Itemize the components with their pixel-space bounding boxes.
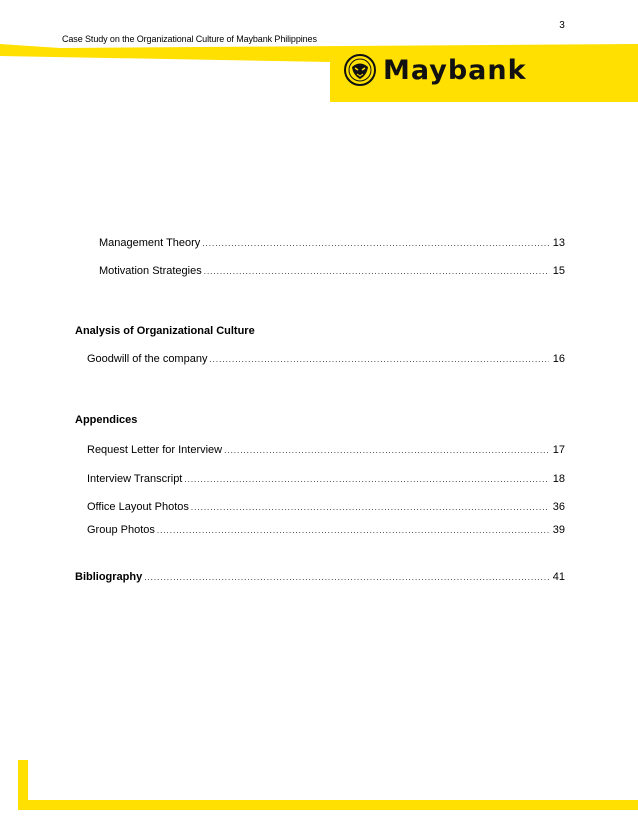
footer-yellow-bar-horizontal <box>18 800 638 810</box>
toc-entry-page: 36 <box>552 501 565 513</box>
toc-entry-page: 18 <box>552 473 565 485</box>
toc-entry-label: Bibliography <box>75 571 143 583</box>
dot-leader <box>202 237 548 251</box>
toc-entry-request-letter[interactable] <box>87 443 565 458</box>
toc-entry-group-photos[interactable] <box>87 523 565 538</box>
header-yellow-band <box>0 0 638 110</box>
toc-entry-label: Request Letter for Interview <box>87 444 223 456</box>
section-heading-appendices: Appendices <box>75 414 138 426</box>
dot-leader <box>144 571 549 585</box>
toc-entry-interview-transcript[interactable] <box>87 472 565 487</box>
toc-entry-goodwill[interactable] <box>87 352 565 367</box>
dot-leader <box>224 444 549 458</box>
dot-leader <box>184 473 548 487</box>
toc-entry-label: Interview Transcript <box>87 473 183 485</box>
toc-entry-page: 15 <box>552 265 565 277</box>
tiger-head-emblem-icon <box>343 53 377 87</box>
toc-entry-page: 13 <box>552 237 565 249</box>
toc-entry-motivation-strategies[interactable] <box>99 264 565 279</box>
toc-entry-management-theory[interactable] <box>99 236 565 251</box>
toc-entry-bibliography[interactable] <box>75 570 565 585</box>
toc-entry-label: Goodwill of the company <box>87 353 208 365</box>
toc-entry-label: Management Theory <box>99 237 201 249</box>
toc-entry-label: Office Layout Photos <box>87 501 189 513</box>
toc-entry-label: Motivation Strategies <box>99 265 202 277</box>
toc-entry-office-layout-photos[interactable] <box>87 500 565 515</box>
page-number: 3 <box>559 20 565 31</box>
maybank-logo-text: Maybank <box>383 55 527 86</box>
running-header: Case Study on the Organizational Culture of Maybank Philippines <box>62 34 317 44</box>
dot-leader <box>157 524 549 538</box>
toc-entry-page: 39 <box>552 524 565 536</box>
dot-leader <box>209 353 548 367</box>
dot-leader <box>204 265 549 279</box>
toc-entry-page: 17 <box>552 444 565 456</box>
toc-entry-page: 41 <box>552 571 565 583</box>
dot-leader <box>191 501 549 515</box>
toc-entry-label: Group Photos <box>87 524 155 536</box>
toc-entry-page: 16 <box>552 353 565 365</box>
section-heading-analysis: Analysis of Organizational Culture <box>75 325 255 337</box>
